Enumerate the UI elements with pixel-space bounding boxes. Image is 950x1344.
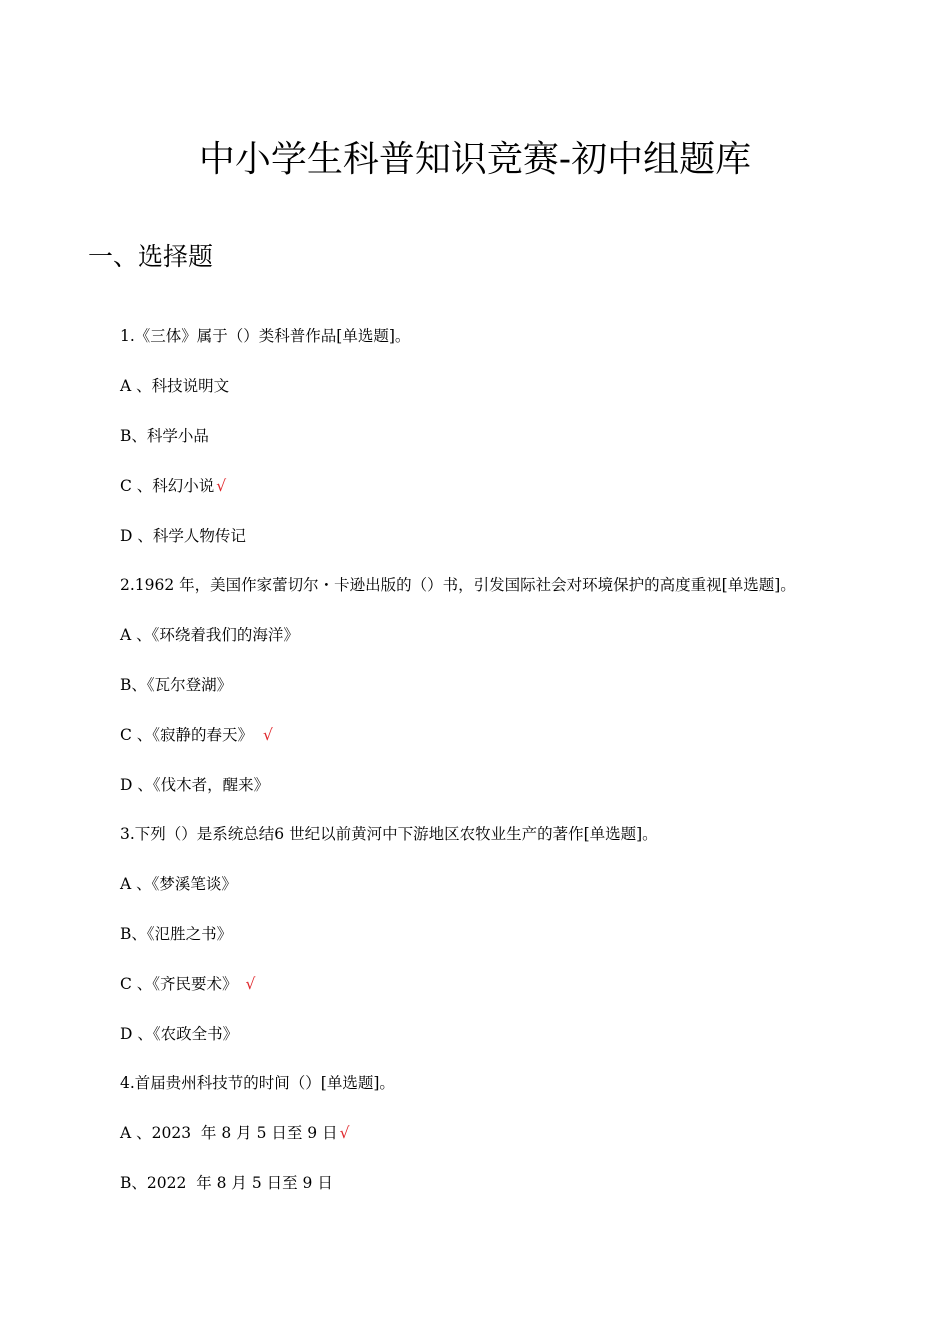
option-text: B、《瓦尔登湖》 xyxy=(120,676,233,694)
question-2-option-c xyxy=(120,724,273,746)
option-text: C 、《齐民要术》 xyxy=(120,975,238,993)
question-3-option-d xyxy=(120,1023,238,1045)
question-1-option-a xyxy=(120,375,229,397)
question-4-stem: 4.首届贵州科技节的时间（）[单选题]。 xyxy=(120,1074,395,1092)
question-3-stem: 3.下列（）是系统总结6 世纪以前黄河中下游地区农牧业生产的著作[单选题]。 xyxy=(120,825,658,843)
option-text: B、科学小品 xyxy=(120,427,209,445)
question-2-stem: 2.1962 年，美国作家蕾切尔・卡逊出版的（）书，引发国际社会对环境保护的高度重视[单选题]。 xyxy=(120,576,796,594)
correct-check-icon: √ xyxy=(216,477,227,495)
question-1-option-d xyxy=(120,525,246,547)
option-text: D 、《伐木者，醒来》 xyxy=(120,776,270,794)
correct-check-icon: √ xyxy=(245,975,256,993)
option-text: C 、《寂静的春天》 xyxy=(120,726,254,744)
question-4-option-a xyxy=(120,1122,349,1144)
option-text: B、《氾胜之书》 xyxy=(120,925,233,943)
question-2-option-d xyxy=(120,774,269,796)
question-1-option-b xyxy=(120,425,209,447)
correct-check-icon: √ xyxy=(263,726,273,744)
document-title: 中小学生科普知识竞赛-初中组题库 xyxy=(198,139,752,180)
option-text: B、2022 年 8 月 5 日至 9 日 xyxy=(120,1174,333,1192)
correct-check-icon: √ xyxy=(339,1124,350,1142)
question-2-option-a xyxy=(120,624,299,646)
question-1-stem: 1.《三体》属于（）类科普作品[单选题]。 xyxy=(120,327,411,345)
option-text: A 、2023 年 8 月 5 日至 9 日 xyxy=(120,1124,338,1142)
option-text: A 、科技说明文 xyxy=(120,377,230,395)
option-text: A 、《梦溪笔谈》 xyxy=(120,875,237,893)
option-text: C 、科幻小说 xyxy=(120,477,215,495)
question-2-option-b xyxy=(120,674,232,696)
option-text: D 、《农政全书》 xyxy=(120,1025,239,1043)
question-1-option-c xyxy=(120,475,226,497)
question-3-option-b xyxy=(120,923,232,945)
section-heading: 一、选择题 xyxy=(88,242,214,271)
question-4-option-b xyxy=(120,1172,333,1194)
option-text: A 、《环绕着我们的海洋》 xyxy=(120,626,299,644)
question-3-option-a xyxy=(120,873,237,895)
option-text: D 、科学人物传记 xyxy=(120,527,246,545)
question-3-option-c xyxy=(120,973,255,995)
